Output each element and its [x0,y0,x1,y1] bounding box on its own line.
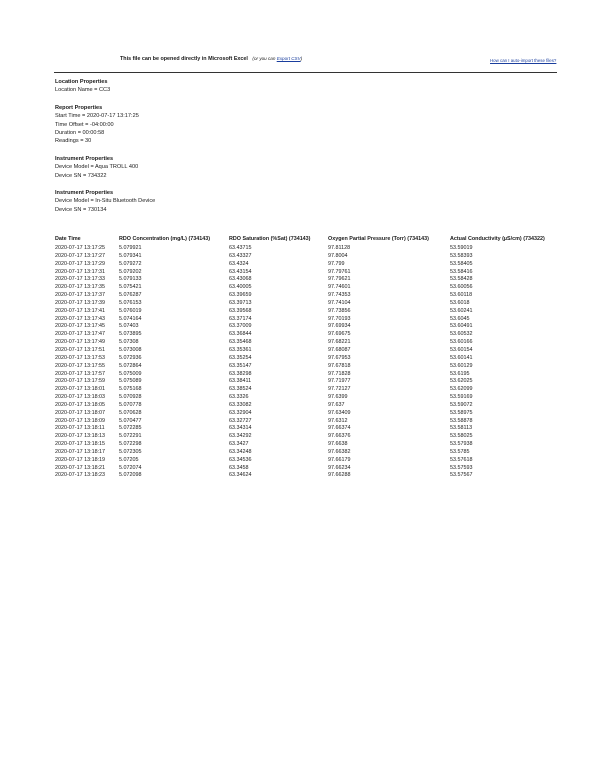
cell-oxygen-partial-pressure: 97.799 [328,260,345,267]
excel-banner [0,56,600,68]
location-properties-title: Location Properties [55,79,108,85]
cell-oxygen-partial-pressure: 97.66234 [328,464,351,471]
cell-rdo-saturation: 63.39659 [229,292,252,299]
cell-rdo-saturation: 63.35468 [229,339,252,346]
cell-oxygen-partial-pressure: 97.71828 [328,370,351,377]
cell-oxygen-partial-pressure: 97.66382 [328,448,351,455]
cell-date-time: 2020-07-17 13:17:37 [55,292,106,299]
cell-oxygen-partial-pressure: 97.6638 [328,441,348,448]
cell-rdo-concentration: 5.079341 [119,252,142,259]
table-row [55,276,565,284]
table-row [55,433,565,441]
cell-rdo-saturation: 63.34536 [229,456,252,463]
table-row [55,253,565,261]
cell-actual-conductivity: 53.60241 [450,307,473,314]
table-row [55,331,565,339]
cell-actual-conductivity: 53.62025 [450,378,473,385]
cell-oxygen-partial-pressure: 97.66288 [328,472,351,479]
cell-actual-conductivity: 53.57593 [450,464,473,471]
cell-date-time: 2020-07-17 13:18:11 [55,425,105,432]
table-row [55,300,565,308]
cell-rdo-concentration: 5.075421 [119,284,142,291]
cell-date-time: 2020-07-17 13:18:01 [55,386,106,393]
table-row [55,316,565,324]
cell-date-time: 2020-07-17 13:17:31 [55,268,106,275]
instrument-properties-1 [55,155,155,180]
cell-actual-conductivity: 53.6045 [450,315,470,322]
table-header-row [55,235,565,244]
cell-oxygen-partial-pressure: 97.6312 [328,417,348,424]
cell-date-time: 2020-07-17 13:17:49 [55,339,106,346]
cell-actual-conductivity: 53.59072 [450,401,473,408]
cell-actual-conductivity: 53.58416 [450,268,473,275]
cell-actual-conductivity: 53.57938 [450,441,473,448]
cell-date-time: 2020-07-17 13:18:21 [55,464,106,471]
report-properties-title: Report Properties [55,104,103,111]
cell-actual-conductivity: 53.59169 [450,394,473,401]
table-row [55,269,565,277]
cell-date-time: 2020-07-17 13:18:15 [55,441,106,448]
table-row [55,449,565,457]
cell-rdo-saturation: 63.37009 [229,323,252,330]
cell-oxygen-partial-pressure: 97.74353 [328,292,351,299]
cell-actual-conductivity: 53.60129 [450,362,473,369]
table-row [55,378,565,386]
cell-rdo-saturation: 63.38411 [229,378,252,385]
cell-rdo-concentration: 5.076153 [119,299,142,306]
cell-rdo-concentration: 5.072074 [119,464,142,471]
cell-date-time: 2020-07-17 13:18:19 [55,456,106,463]
cell-rdo-saturation: 63.40005 [229,284,252,291]
cell-date-time: 2020-07-17 13:18:07 [55,409,106,416]
cell-rdo-saturation: 63.34314 [229,425,252,432]
cell-rdo-saturation: 63.37174 [229,315,252,322]
start-time: Start Time = 2020-07-17 13:17:25 [55,113,139,120]
cell-date-time: 2020-07-17 13:18:17 [55,448,106,455]
cell-rdo-concentration: 5.072864 [119,362,142,369]
cell-rdo-saturation: 63.43715 [229,245,252,251]
cell-date-time: 2020-07-17 13:17:55 [55,362,106,369]
cell-date-time: 2020-07-17 13:17:35 [55,284,106,291]
column-header-actual-conductivity: Actual Conductivity (µS/cm) (734322) [450,236,545,242]
cell-oxygen-partial-pressure: 97.79761 [328,268,351,275]
table-row [55,386,565,394]
auto-import-help-link[interactable]: How can I auto-import these files? [490,58,557,63]
cell-rdo-concentration: 5.079272 [119,260,142,267]
banner-message: This file can be opened directly in Microsoft Excel [120,56,248,62]
cell-oxygen-partial-pressure: 97.66179 [328,456,351,463]
cell-rdo-concentration: 5.076287 [119,292,142,299]
cell-rdo-saturation: 63.34248 [229,448,252,455]
header-divider [54,72,557,73]
cell-date-time: 2020-07-17 13:17:47 [55,331,106,338]
cell-date-time: 2020-07-17 13:17:41 [55,307,106,314]
cell-actual-conductivity: 53.60166 [450,339,473,346]
cell-actual-conductivity: 53.58113 [450,425,473,432]
banner-text [120,56,302,62]
cell-oxygen-partial-pressure: 97.69934 [328,323,351,330]
readings-count: Readings = 30 [55,138,92,145]
cell-actual-conductivity: 53.6018 [450,299,470,306]
cell-rdo-concentration: 5.070628 [119,409,142,416]
device-model: Device Model = Aqua TROLL 400 [55,164,139,171]
cell-rdo-saturation: 63.43068 [229,276,252,283]
cell-oxygen-partial-pressure: 97.79621 [328,276,351,283]
cell-rdo-concentration: 5.075168 [119,386,142,393]
cell-oxygen-partial-pressure: 97.6399 [328,394,348,401]
location-properties [55,78,155,95]
instrument-properties-title: Instrument Properties [55,190,114,197]
cell-date-time: 2020-07-17 13:17:51 [55,346,106,353]
cell-rdo-concentration: 5.070778 [119,401,142,408]
cell-date-time: 2020-07-17 13:17:43 [55,315,106,322]
cell-rdo-concentration: 5.070477 [119,417,142,424]
table-row [55,472,565,480]
cell-oxygen-partial-pressure: 97.66376 [328,433,351,440]
cell-rdo-concentration: 5.07205 [119,456,139,463]
cell-date-time: 2020-07-17 13:17:25 [55,245,106,251]
column-header-rdo-saturation: RDO Saturation (%Sat) (734143) [229,236,311,242]
cell-rdo-saturation: 63.43154 [229,268,252,275]
cell-actual-conductivity: 53.57567 [450,472,473,479]
time-offset: Time Offset = -04:00:00 [55,121,114,128]
cell-actual-conductivity: 53.60141 [450,354,473,361]
cell-actual-conductivity: 53.60532 [450,331,473,338]
cell-actual-conductivity: 53.57618 [450,456,473,463]
cell-actual-conductivity: 53.60491 [450,323,473,330]
cell-date-time: 2020-07-17 13:17:57 [55,370,106,377]
cell-oxygen-partial-pressure: 97.72127 [328,386,351,393]
readings-table [55,235,565,480]
cell-rdo-concentration: 5.076019 [119,307,142,314]
table-row [55,410,565,418]
cell-actual-conductivity: 53.5785 [450,448,470,455]
cell-date-time: 2020-07-17 13:17:29 [55,260,106,267]
cell-date-time: 2020-07-17 13:17:59 [55,378,106,385]
cell-rdo-saturation: 63.35361 [229,346,252,353]
cell-actual-conductivity: 53.58878 [450,417,473,424]
cell-actual-conductivity: 53.58025 [450,433,473,440]
cell-actual-conductivity: 53.58405 [450,260,473,267]
table-row [55,245,565,253]
table-row [55,347,565,355]
cell-date-time: 2020-07-17 13:17:53 [55,354,106,361]
cell-rdo-concentration: 5.072098 [119,472,142,479]
cell-rdo-saturation: 63.33082 [229,401,252,408]
cell-date-time: 2020-07-17 13:17:27 [55,252,106,259]
cell-rdo-concentration: 5.075009 [119,370,142,377]
cell-rdo-concentration: 5.075089 [119,378,142,385]
column-header-date-time: Date Time [55,236,81,242]
cell-oxygen-partial-pressure: 97.71977 [328,378,351,385]
table-row [55,457,565,465]
cell-oxygen-partial-pressure: 97.63409 [328,409,351,416]
cell-rdo-saturation: 63.38298 [229,370,252,377]
export-csv-link[interactable]: Export CSV [276,56,301,61]
cell-rdo-concentration: 5.072298 [119,441,142,448]
cell-date-time: 2020-07-17 13:18:13 [55,433,106,440]
cell-rdo-saturation: 63.4324 [229,260,249,267]
cell-date-time: 2020-07-17 13:18:23 [55,472,106,479]
table-row [55,323,565,331]
cell-rdo-saturation: 63.3458 [229,464,249,471]
instrument-properties-title: Instrument Properties [55,155,114,162]
duration: Duration = 00:00:58 [55,130,105,137]
cell-rdo-saturation: 63.35147 [229,362,252,369]
cell-oxygen-partial-pressure: 97.8004 [328,252,348,259]
location-name: Location Name = CC3 [55,87,111,94]
cell-rdo-concentration: 5.074164 [119,315,142,322]
table-row [55,371,565,379]
cell-rdo-concentration: 5.070928 [119,394,142,401]
table-row [55,261,565,269]
device-model: Device Model = In-Situ Bluetooth Device [55,198,156,205]
cell-date-time: 2020-07-17 13:17:39 [55,299,106,306]
column-header-rdo-concentration: RDO Concentration (mg/L) (734143) [119,236,211,242]
table-row [55,308,565,316]
cell-rdo-concentration: 5.073008 [119,346,142,353]
table-row [55,402,565,410]
cell-oxygen-partial-pressure: 97.67818 [328,362,351,369]
cell-rdo-concentration: 5.07308 [119,339,139,346]
device-sn: Device SN = 730134 [55,206,107,213]
cell-rdo-saturation: 63.39713 [229,299,252,306]
cell-rdo-concentration: 5.079133 [119,276,142,283]
table-row [55,292,565,300]
cell-actual-conductivity: 53.62099 [450,386,473,393]
cell-actual-conductivity: 53.6195 [450,370,470,377]
cell-rdo-saturation: 63.36844 [229,331,252,338]
cell-date-time: 2020-07-17 13:17:33 [55,276,106,283]
banner-note-prefix: (or you can [252,56,277,61]
cell-rdo-saturation: 63.34292 [229,433,252,440]
cell-actual-conductivity: 53.58393 [450,252,473,259]
cell-rdo-saturation: 63.35254 [229,354,252,361]
cell-date-time: 2020-07-17 13:17:45 [55,323,106,330]
cell-actual-conductivity: 53.60056 [450,284,473,291]
cell-actual-conductivity: 53.58428 [450,276,473,283]
cell-actual-conductivity: 53.60154 [450,346,473,353]
cell-rdo-concentration: 5.07403 [119,323,139,330]
cell-oxygen-partial-pressure: 97.74601 [328,284,351,291]
table-row [55,394,565,402]
cell-rdo-saturation: 63.3427 [229,441,249,448]
cell-oxygen-partial-pressure: 97.66374 [328,425,351,432]
table-row [55,465,565,473]
cell-actual-conductivity: 53.58975 [450,409,473,416]
cell-date-time: 2020-07-17 13:18:09 [55,417,106,424]
cell-date-time: 2020-07-17 13:18:03 [55,394,106,401]
cell-rdo-saturation: 63.32727 [229,417,252,424]
table-row [55,363,565,371]
table-row [55,441,565,449]
table-row [55,418,565,426]
table-row [55,339,565,347]
banner-note [252,56,302,61]
cell-rdo-concentration: 5.072285 [119,425,142,432]
cell-date-time: 2020-07-17 13:18:05 [55,401,106,408]
cell-oxygen-partial-pressure: 97.637 [328,401,345,408]
cell-oxygen-partial-pressure: 97.67953 [328,354,351,361]
cell-actual-conductivity: 53.59019 [450,245,473,251]
banner-note-suffix: ) [300,56,303,61]
cell-rdo-concentration: 5.079202 [119,268,142,275]
cell-rdo-concentration: 5.079921 [119,245,142,251]
cell-oxygen-partial-pressure: 97.81128 [328,245,351,251]
cell-oxygen-partial-pressure: 97.68221 [328,339,351,346]
cell-rdo-saturation: 63.43327 [229,252,252,259]
cell-oxygen-partial-pressure: 97.68087 [328,346,351,353]
cell-rdo-saturation: 63.32904 [229,409,252,416]
cell-rdo-concentration: 5.073895 [119,331,142,338]
table-row [55,284,565,292]
cell-rdo-concentration: 5.072291 [119,433,142,440]
table-row [55,355,565,363]
cell-rdo-saturation: 63.39568 [229,307,252,314]
properties-section [55,78,155,223]
cell-rdo-concentration: 5.072305 [119,448,142,455]
report-properties [55,104,155,146]
table-row [55,425,565,433]
cell-rdo-saturation: 63.34624 [229,472,252,479]
cell-rdo-concentration: 5.072936 [119,354,142,361]
column-header-oxygen-partial-pressure: Oxygen Partial Pressure (Torr) (734143) [328,236,429,242]
cell-actual-conductivity: 53.60118 [450,292,473,299]
cell-oxygen-partial-pressure: 97.74104 [328,299,351,306]
instrument-properties-2 [55,189,155,214]
device-sn: Device SN = 734322 [55,172,107,179]
cell-rdo-saturation: 63.3326 [229,394,249,401]
cell-oxygen-partial-pressure: 97.73856 [328,307,351,314]
cell-oxygen-partial-pressure: 97.69675 [328,331,351,338]
cell-rdo-saturation: 63.38524 [229,386,252,393]
cell-oxygen-partial-pressure: 97.70193 [328,315,351,322]
